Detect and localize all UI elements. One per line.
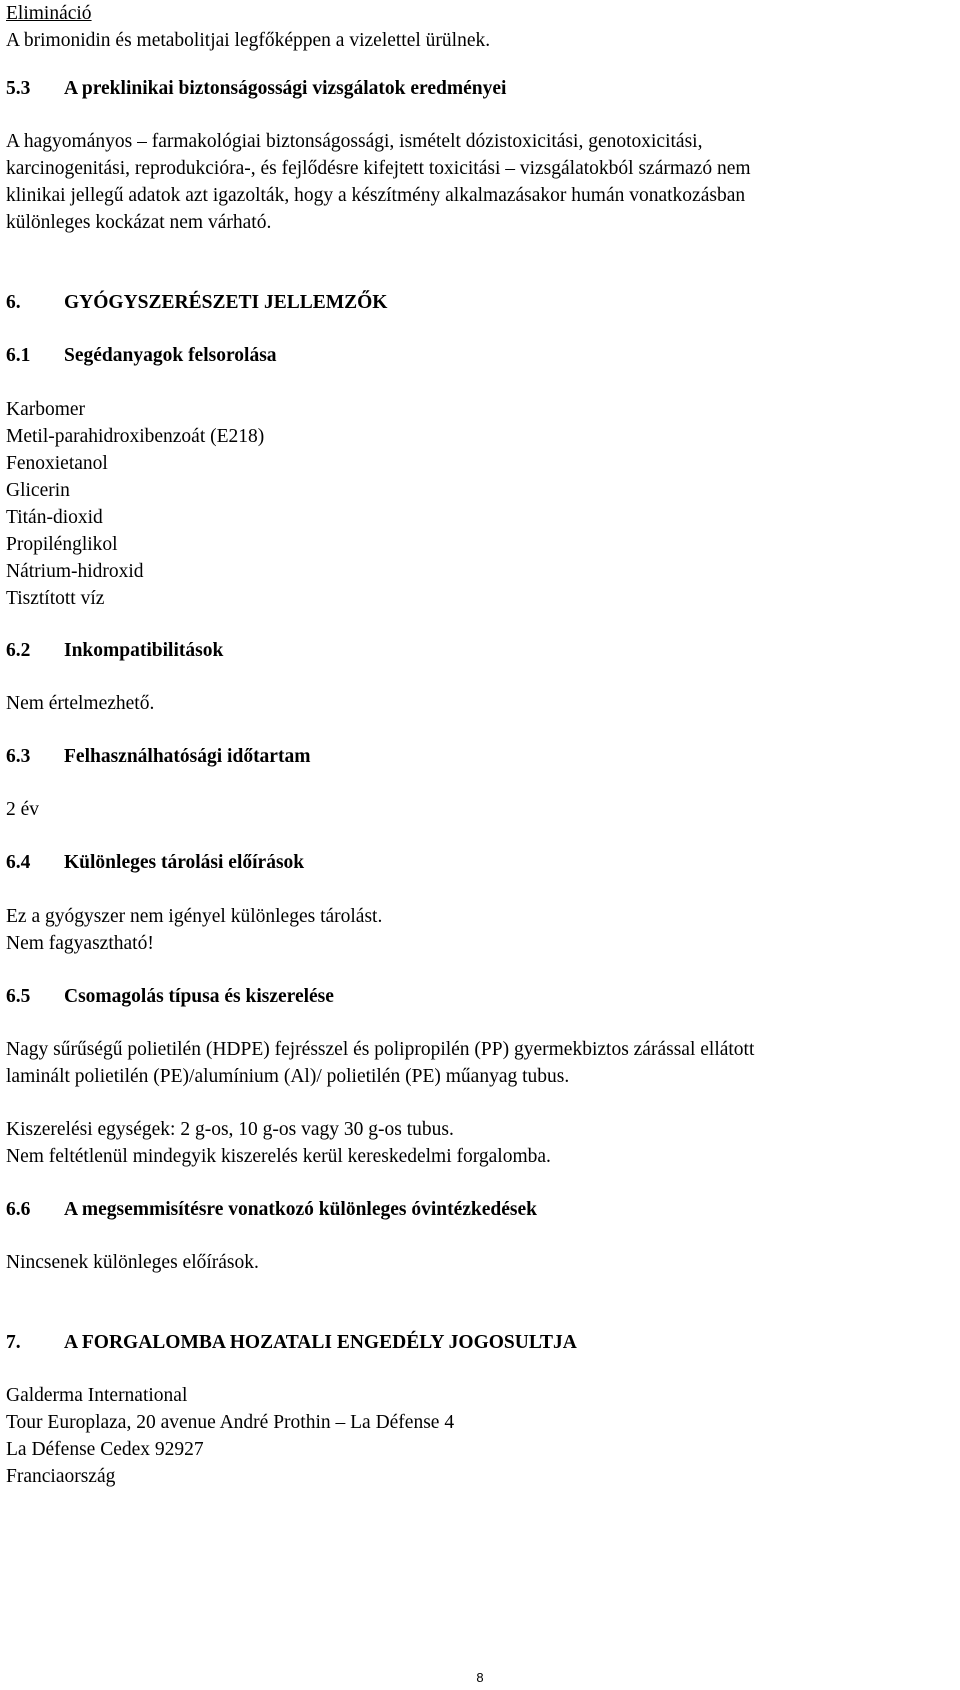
body-text: 2 év xyxy=(6,799,40,820)
section-title: Különleges tárolási előírások xyxy=(64,852,305,873)
excipient-item: Nátrium-hidroxid xyxy=(6,561,144,582)
section-6 xyxy=(6,289,387,316)
section-number: 6.2 xyxy=(6,640,31,661)
section-number: 6.3 xyxy=(6,746,31,767)
section-6-5-heading xyxy=(6,983,334,1010)
section-5-3 xyxy=(6,75,506,102)
excipient-item: Fenoxietanol xyxy=(6,453,108,474)
body-line: A hagyományos – farmakológiai biztonságossági, ismételt dózistoxicitási, genotoxicitási, xyxy=(6,131,703,152)
body-line: klinikai jellegű adatok azt igazolták, hogy a készítmény alkalmazásakor humán vonatkozásban xyxy=(6,185,746,206)
section-6-5-para1 xyxy=(6,1036,754,1090)
body-line: Nem feltétlenül mindegyik kiszerelés kerül kereskedelmi forgalomba. xyxy=(6,1146,551,1167)
body-line: Kiszerelési egységek: 2 g-os, 10 g-os vagy 30 g-os tubus. xyxy=(6,1119,454,1140)
page-number: 8 xyxy=(476,1670,484,1685)
section-6-2-body xyxy=(6,690,154,717)
section-number: 6.6 xyxy=(6,1199,31,1220)
excipient-item: Titán-dioxid xyxy=(6,507,103,528)
section-title: Csomagolás típusa és kiszerelése xyxy=(64,986,334,1007)
body-text: Nincsenek különleges előírások. xyxy=(6,1252,259,1273)
excipient-item: Karbomer xyxy=(6,399,86,420)
section-title: Felhasználhatósági időtartam xyxy=(64,746,311,767)
section-title: Segédanyagok felsorolása xyxy=(64,345,277,366)
section-6-4 xyxy=(6,849,304,876)
section-6-5 xyxy=(6,983,334,1010)
section-7 xyxy=(6,1329,577,1356)
excipient-item: Glicerin xyxy=(6,480,70,501)
section-6-6 xyxy=(6,1196,537,1223)
section-number: 5.3 xyxy=(6,78,31,99)
body-line: Nem fagyasztható! xyxy=(6,933,154,954)
section-5-3-heading xyxy=(6,75,506,102)
section-title: A preklinikai biztonságossági vizsgálatok eredményei xyxy=(64,78,507,99)
body-line: Ez a gyógyszer nem igényel különleges tárolást. xyxy=(6,906,383,927)
elimination-text: A brimonidin és metabolitjai legfőképpen a vizelettel ürülnek. xyxy=(6,30,491,51)
section-6-2-heading xyxy=(6,637,223,664)
section-6-3-body xyxy=(6,796,39,823)
excipient-item: Metil-parahidroxibenzoát (E218) xyxy=(6,426,265,447)
address-line: La Défense Cedex 92927 xyxy=(6,1439,204,1460)
section-number: 7. xyxy=(6,1332,21,1353)
body-line: karcinogenitási, reprodukcióra-, és fejlődésre kifejtett toxicitási – vizsgálatokból származó nem xyxy=(6,158,751,179)
section-6-6-heading xyxy=(6,1196,537,1223)
section-title: A megsemmisítésre vonatkozó különleges óvintézkedések xyxy=(64,1199,538,1220)
section-6-1 xyxy=(6,342,277,369)
body-text: Nem értelmezhető. xyxy=(6,693,155,714)
elimination-section xyxy=(6,0,490,54)
section-7-heading xyxy=(6,1329,577,1356)
section-6-6-body xyxy=(6,1249,259,1276)
section-6-2 xyxy=(6,637,223,664)
excipient-item: Propilénglikol xyxy=(6,534,118,555)
section-title: Inkompatibilitások xyxy=(64,640,224,661)
holder-address xyxy=(6,1382,454,1490)
section-6-heading xyxy=(6,289,387,316)
excipient-list xyxy=(6,396,264,612)
section-6-4-heading xyxy=(6,849,304,876)
section-number: 6.4 xyxy=(6,852,31,873)
section-6-4-body xyxy=(6,903,382,957)
section-number: 6. xyxy=(6,292,21,313)
section-title: GYÓGYSZERÉSZETI JELLEMZŐK xyxy=(64,292,388,313)
body-line: Nagy sűrűségű polietilén (HDPE) fejrésszel és polipropilén (PP) gyermekbiztos zárással ellátott xyxy=(6,1039,755,1060)
address-line: Galderma International xyxy=(6,1385,188,1406)
address-line: Franciaország xyxy=(6,1466,116,1487)
address-line: Tour Europlaza, 20 avenue André Prothin – La Défense 4 xyxy=(6,1412,455,1433)
elimination-heading: Elimináció xyxy=(6,3,92,24)
section-number: 6.1 xyxy=(6,345,31,366)
section-6-3 xyxy=(6,743,310,770)
section-5-3-body xyxy=(6,128,751,236)
section-number: 6.5 xyxy=(6,986,31,1007)
section-title: A FORGALOMBA HOZATALI ENGEDÉLY JOGOSULTJA xyxy=(64,1332,577,1353)
excipient-item: Tisztított víz xyxy=(6,588,105,609)
section-6-5-para2 xyxy=(6,1116,551,1170)
body-line: különleges kockázat nem várható. xyxy=(6,212,272,233)
section-6-3-heading xyxy=(6,743,310,770)
body-line: laminált polietilén (PE)/alumínium (Al)/ polietilén (PE) műanyag tubus. xyxy=(6,1066,570,1087)
section-6-1-heading xyxy=(6,342,277,369)
